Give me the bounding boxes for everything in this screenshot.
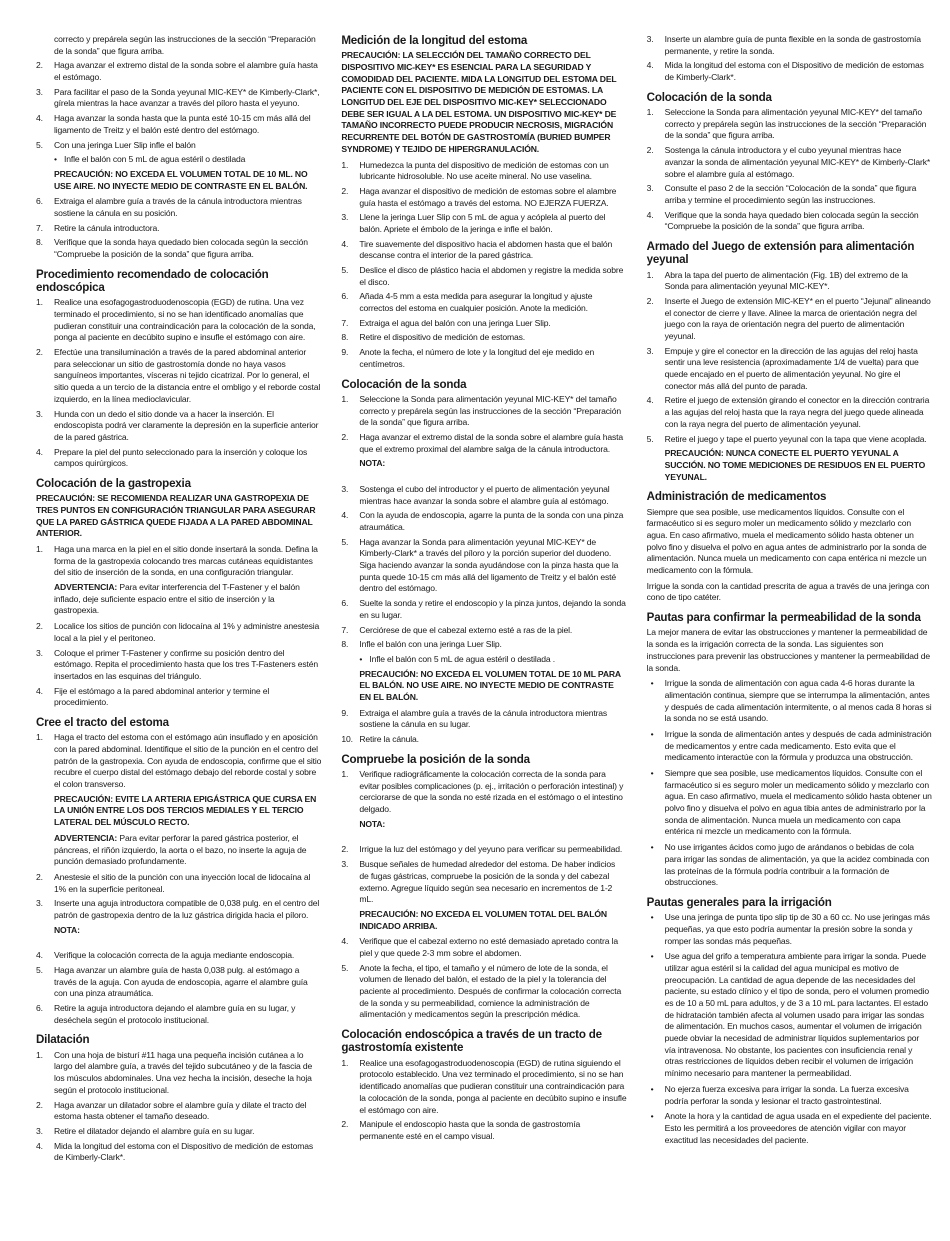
step-text: Verifique la colocación correcta de la aguja mediante endoscopia. — [54, 950, 295, 961]
caution-text: PRECAUCIÓN: LA SELECCIÓN DEL TAMAÑO CORRECTO DEL DISPOSITIVO MIC-KEY* ES ESENCIAL PARA LA SEGURIDAD Y COMODIDAD DEL PACIENTE. MIDA LA LONGITUD DEL ESTOMA DEL PACIENTE CON EL DISPOSITIVO DE MEDICIÓN DE ESTOMAS. LA LONGITUD DEL EJE DEL DISPOSITIVO MIC-KEY* SELECCIONADO DEBE SER IGUAL A LA DEL ESTOMA. UN DISPOSITIVO MIC-KEY* DE TAMAÑO INCORRECTO PUEDE PRODUCIR NECROSIS, MIGRACIÓN RECURRENTE DEL BOTÓN DE GASTROSTOMÍA (BURIED BUMPER SYNDROME) Y TEJIDO DE HIPERGRANULACIÓN. — [341, 50, 617, 154]
step-text: Verifique que la sonda haya quedado bien colocada según la sección “Compruebe la posición de la sonda” que figura arriba. — [664, 209, 919, 232]
step-text: Extraiga el alambre guía a través de la cánula introductora mientras sostiene la cánula en su lugar. — [359, 707, 608, 730]
list-item — [647, 1084, 932, 1107]
step-number: 8. — [36, 237, 43, 248]
list-item — [647, 768, 932, 838]
list-item — [647, 678, 932, 725]
step-text: Irrigue la luz del estómago y del yeyuno para verificar su permeabilidad. — [359, 844, 623, 855]
sub-bullet: • Infle el balón con 5 mL de agua estéril o destilada . — [359, 653, 556, 664]
list-item — [647, 951, 932, 1080]
step-number: 3. — [646, 34, 654, 44]
list-item — [36, 297, 321, 344]
step-list — [647, 34, 932, 84]
step-number: 5. — [36, 965, 43, 975]
step-number: 1. — [341, 1057, 349, 1068]
step-text: Mida la longitud del estoma con el Dispositivo de medición de estomas de Kimberly-Clark*. — [54, 1140, 314, 1163]
section-heading: Cree el tracto del estoma — [36, 715, 169, 729]
step-number: 3. — [36, 1125, 43, 1136]
bullet-text: Use agua del grifo a temperatura ambiente para irrigar la sonda. Puede utilizar agua estéril si la calidad del agua municipal es motivo de preocupación. La cantidad de agua depende de las necesidades del paciente, su estado clínico y el tipo de sonda, pero el volumen promedio es de 10 a 50 mL para adultos, y de 3 a 10 mL para lactantes. El estado de hidratación también afecta al volumen usado para irrigar las sondas de alimentación. En muchos casos, aumentar el volumen de irrigación puede obviar la necesidad de administrar líquidos suplementarios por vía intravenosa. No obstante, los pacientes con insuficiencia renal y otras restricciones de líquidos deben recibir el volumen de irrigación mínimo necesario para mantener la permeabilidad. — [664, 951, 930, 1079]
list-item — [647, 346, 932, 393]
step-number: 4. — [36, 685, 43, 696]
step-text: Retire el dilatador dejando el alambre guía en su lugar. — [54, 1125, 255, 1136]
list-item — [36, 621, 321, 644]
list-item — [36, 898, 321, 921]
step-number: 5. — [341, 962, 349, 973]
list-item — [341, 212, 626, 235]
step-text: Realice una esofagogastroduodenoscopia (EGD) de rutina siguiendo el protocolo establecido. Una vez terminado el procedimiento, si no se han identificado anomalías que pudieran constituir una contraindicación para la colocación de la sonda, ponga al paciente en decúbito supino e insufle el estómago con aire. — [359, 1057, 627, 1115]
step-list — [647, 270, 932, 446]
bullet-icon: • — [650, 678, 654, 689]
sub-bullet-text: Infle el balón con 5 mL de agua estéril o destilada — [64, 154, 246, 165]
bullet-text: No ejerza fuerza excesiva para irrigar la sonda. La fuerza excesiva podría perforar la sonda y lesionar el tracto gastrointestinal. — [664, 1083, 909, 1106]
step-list — [36, 950, 321, 1026]
section-heading: Administración de medicamentos — [646, 490, 827, 504]
step-list — [36, 872, 321, 922]
list-item — [647, 842, 932, 889]
step-text: Inserte un alambre guía de punta flexible en la sonda de gastrostomía permanente, y retire la sonda. — [664, 34, 921, 56]
step-number: 1. — [646, 107, 654, 118]
list-item — [647, 60, 932, 83]
section-heading: Colocación de la sonda — [646, 90, 772, 104]
step-text: Para facilitar el paso de la Sonda yeyunal MIC-KEY* de Kimberly-Clark*, gírela mientras la hace avanzar a través del píloro hasta el yeyuno. — [54, 86, 320, 109]
step-text: Realice una esofagogastroduodenoscopia (EGD) de rutina. Una vez terminado el procedimiento, si no se han identificado anomalías que pudieran constituir una contraindicación para la colocación de la sonda, ponga al paciente en decúbito supino e insufle el estómago con aire. — [54, 297, 316, 343]
list-item — [341, 844, 626, 856]
list-item — [36, 347, 321, 405]
bullet-text: Anote la hora y la cantidad de agua usada en el expediente del paciente. Esto les permitirá a los proveedores de atención vigilar con mayor exactitud las necesidades del paciente. — [664, 1111, 932, 1145]
list-item: 1. Haga el tracto del estoma con el estómago aún insuflado y en aposición con la pared abdominal. Identifique el sitio de la punción en el centro del patrón de la gastropexia. Con ayuda de endoscopia, confirme que el sitio recubre el cuerpo distal del estómago debajo del reborde costal y sobre el colon transverso. — [36, 732, 322, 790]
bullet-text: Siempre que sea posible, use medicamentos líquidos. Consulte con el farmacéutico si es seguro moler un medicamento sólido y mezclarlo con agua. En caso afirmativo, muela el medicamento sólido hasta obtener un polvo fino y disuelva el polvo en agua tibia antes de administrarlo por la sonda de alimentación. Nunca muela un medicamento con capa entérica ni mezcle un medicamento con la fórmula. — [664, 768, 932, 837]
step-text: Manipule el endoscopio hasta que la sonda de gastrostomía permanente esté en el campo visual. — [359, 1119, 581, 1141]
list-item — [36, 648, 321, 683]
section-heading: Procedimiento recomendado de colocación endoscópica — [36, 267, 269, 295]
step-text: Humedezca la punta del dispositivo de medición de estomas con un lubricante hidrosoluble. No use aceite mineral. No use vaselina. — [359, 159, 609, 182]
step-text: Retire la cánula. — [359, 734, 419, 745]
step-text: Deslice el disco de plástico hacia el abdomen y registre la medida sobre el disco. — [359, 265, 624, 287]
list-item — [341, 318, 626, 330]
step-list — [341, 1058, 626, 1143]
list-item — [36, 140, 321, 152]
step-text: Haga avanzar la sonda hasta que la punta esté 10-15 cm más allá del ligamento de Treitz y el balón esté dentro del estómago. — [54, 113, 311, 135]
list-item — [36, 237, 321, 260]
step-list — [341, 844, 626, 905]
section-heading: Medición de la longitud del estoma — [341, 34, 528, 47]
sub-bullet: • Infle el balón con 5 mL de agua estéril o destilada — [54, 154, 246, 165]
paragraph: Irrigue la sonda con la cantidad prescrita de agua a través de una jeringa con cono de tipo catéter. — [646, 580, 930, 603]
list-item — [647, 296, 932, 343]
list-item — [36, 447, 321, 470]
step-list — [36, 1050, 321, 1164]
bullet-icon: • — [650, 842, 654, 853]
step-number: 1. — [646, 269, 654, 280]
step-text: Retire la aguja introductora dejando el alambre guía en su lugar, y deséchela según el protocolo institucional. — [54, 1003, 296, 1025]
step-text: Con una hoja de bisturí #11 haga una pequeña incisión cutánea a lo largo del alambre guía, a través del tejido subcutáneo y de la fascia de los músculos abdominales. Una vez hecha la incisión, deseche la hoja según el protocolo institucional. — [54, 1049, 313, 1095]
step-text: Haga avanzar un alambre guía de hasta 0,038 pulg. al estómago a través de la aguja. Con ayuda de endoscopia, agarre el alambre guía con una pinza atraumática. — [54, 965, 308, 999]
list-item — [36, 686, 321, 709]
bullet-text: No use irrigantes ácidos como jugo de arándanos o bebidas de cola para irrigar las sondas de alimentación, ya que la acidez combinada con las proteínas de la fórmula podría contribuir a la formación de obstrucciones. — [664, 842, 930, 888]
list-item — [647, 34, 932, 57]
list-item — [647, 912, 932, 947]
list-item — [36, 87, 321, 110]
bullet-icon: • — [650, 1111, 654, 1122]
step-number: 2. — [36, 1099, 43, 1110]
list-item — [341, 484, 626, 507]
step-text: Llene la jeringa Luer Slip con 5 mL de agua y acóplela al puerto del balón. Apriete el émbolo de la jeringa e infle el balón. — [359, 212, 606, 234]
step-text: Extraiga el alambre guía a través de la cánula introductora mientras sostiene la cánula en su posición. — [54, 196, 302, 218]
warning-text — [36, 833, 321, 868]
step-number: 3. — [341, 859, 349, 870]
step-number: 2. — [646, 145, 654, 156]
note-label: NOTA: — [359, 458, 386, 469]
list-item — [36, 1100, 321, 1123]
step-number: 3. — [36, 86, 43, 97]
warning-label: ADVERTENCIA: — [54, 832, 118, 843]
step-text: Haga una marca en la piel en el sitio donde insertará la sonda. Defina la forma de la gastropexia colocando tres marcas cutáneas equidistantes del sitio de inserción de la sonda, en una configuración triangular. — [54, 544, 318, 578]
step-number: 4. — [341, 936, 349, 947]
step-text: Mida la longitud del estoma con el Dispositivo de medición de estomas de Kimberly-Clark*. — [664, 60, 924, 83]
paragraph: Siempre que sea posible, use medicamentos líquidos. Consulte con el farmacéutico si es seguro moler un medicamento sólido y mezclarlo con agua. En caso afirmativo, muela el medicamento sólido hasta obtener un polvo fino y disuelva el polvo en agua antes de administrarlo por la sonda de alimentación. Nunca muela un medicamento con capa entérica ni mezcle un medicamento con la fórmula. — [646, 506, 927, 576]
caution-text: PRECAUCIÓN: NO EXCEDA EL VOLUMEN TOTAL DE 10 ML. NO USE AIRE. NO INYECTE MEDIO DE CONTRASTE EN EL BALÓN. — [54, 168, 308, 191]
step-number: 2. — [341, 1119, 349, 1130]
step-number: 8. — [341, 332, 349, 343]
step-number: 4. — [646, 209, 654, 220]
step-number: 5. — [36, 139, 43, 150]
list-item — [647, 729, 932, 764]
step-text: Cerciórese de que el cabezal externo esté a ras de la piel. — [359, 624, 573, 635]
column-2 — [341, 34, 626, 1241]
list-item — [341, 1119, 626, 1142]
step-text: Abra la tapa del puerto de alimentación (Fig. 1B) del extremo de la Sonda para alimentación yeyunal MIC-KEY*. — [664, 269, 908, 292]
list-item — [36, 950, 321, 962]
step-text: Con la ayuda de endoscopia, agarre la punta de la sonda con una pinza atraumática. — [359, 510, 624, 533]
bullet-icon: • — [650, 728, 654, 739]
step-number: 4. — [36, 446, 43, 457]
step-text: Haga avanzar el extremo distal de la sonda sobre el alambre guía hasta que el extremo proximal del alambre salga de la cánula introductora. — [359, 431, 624, 454]
step-number: 3. — [341, 483, 349, 494]
list-item — [647, 210, 932, 233]
step-number: 9. — [341, 347, 349, 358]
step-text: Retire la cánula introductora. — [54, 222, 160, 233]
caution-text: PRECAUCIÓN: NO EXCEDA EL VOLUMEN TOTAL DEL BALÓN INDICADO ARRIBA. — [359, 908, 607, 931]
step-text: Hunda con un dedo el sitio donde va a hacer la inserción. El endoscopista podrá ver claramente la depresión en la superficie anterior de la pared gástrica. — [54, 408, 319, 442]
step-number: 3. — [646, 183, 654, 194]
warning-label: ADVERTENCIA: — [54, 582, 118, 593]
bullet-icon: • — [650, 1083, 654, 1094]
list-item — [36, 872, 321, 895]
step-list — [341, 708, 626, 746]
step-number: 5. — [341, 536, 349, 547]
list-item — [341, 639, 626, 651]
list-item — [341, 963, 626, 1021]
step-text: Empuje y gire el conector en la dirección de las agujas del reloj hasta sentir una leve resistencia (aproximadamente 1/4 de vuelta) para que quede encajado en el puerto de alimentación yeyunal. No gire el conector más allá del punto de parada. — [664, 345, 919, 391]
step-text: Inserte una aguja introductora compatible de 0,038 pulg. en el centro del patrón de gastropexia dentro de la luz gástrica dirigida hacia el píloro. — [54, 898, 320, 920]
step-number: 5. — [646, 433, 654, 444]
caution-text: PRECAUCIÓN: NO EXCEDA EL VOLUMEN TOTAL DE 10 ML PARA EL BALÓN. NO USE AIRE. NO INYECTE MEDIO DE CONTRASTE EN EL BALÓN. — [359, 668, 621, 702]
step-text: Infle el balón con una jeringa Luer Slip. — [359, 639, 502, 650]
list-item — [36, 113, 321, 136]
paragraph: La mejor manera de evitar las obstrucciones y mantener la permeabilidad de la sonda es la irrigación correcta de la sonda. Las siguientes son instrucciones para prevenir las obstrucciones y mantener la permeabilidad de la sonda. — [646, 627, 930, 673]
bullet-text: Use una jeringa de punta tipo slip tip de 30 a 60 cc. No use jeringas más pequeñas, ya que esto podría aumentar la presión sobre la sonda y romper las sondas más pequeñas. — [664, 912, 930, 946]
bullet-icon: • — [650, 768, 654, 779]
step-text: Retire el dispositivo de medición de estomas. — [359, 332, 526, 343]
list-item — [341, 598, 626, 621]
section-heading: Pautas para confirmar la permeabilidad de la sonda — [646, 611, 921, 625]
list-item — [341, 394, 626, 429]
section-heading: Colocación de la gastropexia — [36, 476, 191, 490]
list-item — [341, 347, 626, 370]
step-number: 2. — [341, 844, 349, 855]
list-item — [36, 965, 321, 1000]
list-item — [341, 510, 626, 533]
paragraph: correcto y prepárela según las instrucciones de la sección “Preparación de la sonda” que figura arriba. — [54, 34, 316, 56]
bullet-text: Irrigue la sonda de alimentación antes y después de cada administración de medicamentos y entre cada medicamento. Esto evita que el medicamento interactúe con la fórmula y produzca una obstrucción. — [664, 728, 932, 763]
step-number: 4. — [341, 510, 349, 521]
list-item — [36, 223, 321, 235]
caution-text: PRECAUCIÓN: SE RECOMIENDA REALIZAR UNA GASTROPEXIA DE TRES PUNTOS EN CONFIGURACIÓN TRIANGULAR PARA ASEGURAR QUE LA PARED GÁSTRICA QUEDE FIJADA A LA PARED ABDOMINAL ANTERIOR. — [36, 493, 316, 539]
step-number: 4. — [341, 238, 349, 249]
sub-bullet-text: Infle el balón con 5 mL de agua estéril o destilada . — [369, 653, 556, 664]
list-item — [36, 1003, 321, 1026]
step-text: Sostenga la cánula introductora y el cubo yeyunal mientras hace avanzar la sonda de alimentación yeyunal MIC-KEY* de Kimberly-Clark* sobre el alambre guía al estómago. — [664, 145, 931, 179]
list-item — [341, 859, 626, 906]
step-text: Extraiga el agua del balón con una jeringa Luer Slip. — [359, 317, 551, 328]
section-heading: Compruebe la posición de la sonda — [341, 752, 530, 766]
list-item — [341, 1058, 626, 1116]
step-number: 4. — [36, 113, 43, 124]
step-number: 6. — [341, 598, 349, 609]
section-heading: Dilatación — [36, 1033, 90, 1047]
list-item — [341, 432, 626, 455]
step-number: 2. — [36, 347, 43, 358]
note-label: NOTA: — [359, 818, 386, 829]
section-heading: Pautas generales para la irrigación — [646, 895, 832, 909]
step-list — [36, 621, 321, 709]
step-text: Consulte el paso 2 de la sección “Colocación de la sonda” que figura arriba y termine el procedimiento según las instrucciones. — [664, 183, 917, 205]
step-list — [36, 544, 321, 579]
step-list — [341, 160, 626, 371]
step-text: Verifique radiográficamente la colocación correcta de la sonda para evitar posibles complicaciones (p. ej., irritación o perforación intestinal) y cerciorarse de que la sonda no esté rizada en el estómago o el intestino delgado. — [359, 769, 624, 815]
list-item — [341, 291, 626, 314]
step-number: 4. — [36, 950, 43, 961]
list-item — [647, 183, 932, 206]
list-item — [341, 160, 626, 183]
bullet-icon: • — [650, 951, 654, 962]
step-number: 2. — [646, 295, 654, 306]
section-heading: Colocación endoscópica a través de un tracto de gastrostomía existente — [341, 1028, 602, 1055]
step-list — [341, 936, 626, 1021]
step-text: Haga avanzar el extremo distal de la sonda sobre el alambre guía hasta el estómago. — [54, 60, 318, 83]
step-number: 3. — [36, 898, 43, 909]
step-number: 7. — [341, 624, 349, 635]
step-number: 2. — [36, 871, 43, 882]
list-item — [341, 332, 626, 344]
list-item — [647, 1111, 932, 1146]
step-text: Tire suavemente del dispositivo hacia el abdomen hasta que el balón descanse contra el interior de la pared gástrica. — [359, 238, 613, 261]
step-text: Retire el juego de extensión girando el conector en la dirección contraria a las agujas del reloj hasta que la raya negra del juego quede alineada con la raya negra del puerto de alimentación yeyunal. — [664, 395, 930, 429]
list-item — [647, 145, 932, 180]
step-number: 4. — [646, 60, 654, 71]
list-item: 1. Verifique radiográficamente la colocación correcta de la sonda para evitar posibles complicaciones (p. ej., irritación o perforación intestinal) y cerciorarse de que la sonda no esté rizada en el estómago o el intestino delgado. — [341, 769, 626, 816]
step-text: Busque señales de humedad alrededor del estoma. De haber indicios de fugas gástricas, compruebe la posición de la sonda y del cabezal externo. Agregue líquido según sea necesario en incrementos de 1-2 mL. — [359, 859, 616, 905]
step-text: Verifique que la sonda haya quedado bien colocada según la sección “Compruebe la posición de la sonda” que figura arriba. — [54, 237, 308, 259]
column-3 — [647, 34, 932, 1241]
step-number: 6. — [341, 291, 349, 302]
bullet-list — [647, 912, 932, 1146]
step-number: 9. — [341, 707, 349, 718]
list-item — [36, 1141, 321, 1164]
step-number: 7. — [341, 317, 349, 328]
step-number: 1. — [36, 1049, 43, 1060]
section-heading: Armado del Juego de extensión para alimentación yeyunal — [646, 239, 915, 267]
step-text: Coloque el primer T-Fastener y confirme su posición dentro del estómago. Repita el procedimiento hasta que los tres T-Fasteners estén insertados en las esquinas del triángulo. — [54, 647, 319, 681]
list-item — [341, 537, 626, 595]
section-heading: Colocación de la sonda — [341, 377, 467, 391]
step-text: Inserte el Juego de extensión MIC-KEY* en el puerto “Jejunal” alineando el conector de cierre y llave. Alinee la marca de orientación negra del juego con la raya de orientación negra del puerto de alimentación yeyunal. — [664, 295, 931, 342]
step-number: 3. — [646, 345, 654, 356]
step-number: 4. — [646, 395, 654, 406]
list-item — [341, 734, 626, 746]
caution-text: PRECAUCIÓN: NUNCA CONECTE EL PUERTO YEYUNAL A SUCCIÓN. NO TOME MEDICIONES DE RESIDUOS EN EL PUERTO YEYUNAL. — [664, 448, 926, 482]
step-text: Seleccione la Sonda para alimentación yeyunal MIC-KEY* del tamaño correcto y prepárela según las instrucciones de la sección “Preparación de la sonda” que figura arriba. — [359, 393, 621, 428]
step-text: Con una jeringa Luer Slip infle el balón — [54, 139, 196, 150]
step-number: 1. — [36, 297, 43, 308]
warning-body: Para evitar interferencia del T-Fastener y el balón inflado, deje suficiente espacio entre el sitio de inserción y la gastropexia. — [54, 582, 300, 616]
step-list — [36, 732, 321, 790]
list-item — [36, 60, 321, 83]
step-text: Fije el estómago a la pared abdominal anterior y termine el procedimiento. — [54, 685, 270, 708]
list-item — [341, 708, 626, 731]
step-text: Haga avanzar la Sonda para alimentación yeyunal MIC-KEY* de Kimberly-Clark* a través del píloro y la porción superior del duodeno. Siga haciendo avanzar la sonda ayudándose con la pinza hasta que la punta quede 10-15 cm más allá del ligamento de Treitz y el balón esté dentro del estómago. — [359, 536, 619, 594]
bullet-list — [647, 678, 932, 889]
step-number: 8. — [341, 639, 349, 650]
step-number: 3. — [36, 647, 43, 658]
note-label: NOTA: — [54, 924, 80, 935]
step-number: 6. — [36, 1003, 43, 1014]
step-number: 2. — [341, 185, 349, 196]
list-item — [647, 395, 932, 430]
step-number: 3. — [36, 408, 43, 419]
step-number: 2. — [36, 621, 43, 632]
step-number: 10. — [341, 734, 353, 745]
step-text: Haga avanzar el dispositivo de medición de estomas sobre el alambre guía hasta el estómago a través del estoma. NO EJERZA FUERZA. — [359, 185, 617, 208]
bullet-icon: • — [650, 912, 654, 923]
step-number: 2. — [36, 60, 43, 71]
list-item — [647, 270, 932, 293]
step-text: Seleccione la Sonda para alimentación yeyunal MIC-KEY* del tamaño correcto y prepárela según las instrucciones de la sección “Preparación de la sonda” que figura arriba. — [664, 107, 927, 141]
step-text: Retire el juego y tape el puerto yeyunal con la tapa que viene acoplada. — [664, 433, 927, 444]
list-item — [36, 196, 321, 219]
bullet-text: Irrigue la sonda de alimentación con agua cada 4-6 horas durante la alimentación continua, siempre que se interrumpa la alimentación, antes y después de cada alimentación intermitente, o al menos cada 8 horas si la sonda no se está usando. — [664, 678, 932, 724]
warning-body: Para evitar perforar la pared gástrica posterior, el páncreas, el riñón izquierdo, la aorta o el bazo, no inserte la aguja de punción demasiado profundamente. — [54, 832, 307, 867]
step-text: Prepare la piel del punto seleccionado para la inserción y coloque los campos quirúrgicos. — [54, 446, 308, 469]
step-list — [36, 196, 321, 260]
step-list — [647, 107, 932, 233]
list-item — [36, 1126, 321, 1138]
step-number: 1. — [341, 393, 349, 404]
step-text: Anote la fecha, el número de lote y la longitud del eje medido en centímetros. — [359, 347, 595, 369]
list-item — [341, 265, 626, 288]
list-item — [341, 239, 626, 262]
caution-text: PRECAUCIÓN: EVITE LA ARTERIA EPIGÁSTRICA QUE CURSA EN LA UNIÓN ENTRE LOS DOS TERCIOS MEDIALES Y EL TERCIO LATERAL DEL MÚSCULO RECTO. — [54, 793, 317, 828]
step-text: Haga el tracto del estoma con el estómago aún insuflado y en aposición con la pared abdominal. Identifique el sitio de la punción en el centro del patrón de la gastropexia. Con ayuda de endoscopia, confirme que el sitio recubre el cuerpo distal del estómago debajo del reborde costal y sobre el colon transverso. — [54, 732, 322, 790]
step-text: Anestesie el sitio de la punción con una inyección local de lidocaína al 1% en la superficie peritoneal. — [54, 871, 311, 894]
step-number: 5. — [341, 265, 349, 276]
step-list — [341, 394, 626, 455]
step-number: 4. — [36, 1140, 43, 1151]
list-item — [36, 1050, 321, 1097]
step-text: Verifique que el cabezal externo no esté demasiado apretado contra la piel y que quede 2-3 mm sobre el abdomen. — [359, 936, 618, 958]
step-list — [341, 484, 626, 651]
step-text: Localice los sitios de punción con lidocaína al 1% y administre anestesia local a la piel y el peritoneo. — [54, 621, 320, 643]
list-item — [647, 434, 932, 446]
step-text: Añada 4-5 mm a esta medida para asegurar la longitud y ajuste correctos del estoma en cualquier posición. Anote la medición. — [359, 291, 593, 314]
step-text: Haga avanzar un dilatador sobre el alambre guía y dilate el tracto del estoma hasta obtener el tamaño deseado. — [54, 1099, 307, 1122]
step-number: 2. — [341, 431, 349, 442]
step-list — [341, 769, 626, 816]
list-item — [341, 936, 626, 959]
step-number: 6. — [36, 196, 43, 207]
step-list — [36, 297, 321, 470]
column-1 — [36, 34, 321, 1241]
list-item — [647, 107, 932, 142]
warning-text — [36, 582, 321, 617]
step-list — [36, 60, 321, 151]
list-item: 1. Haga una marca en la piel en el sitio donde insertará la sonda. Defina la forma de la gastropexia colocando tres marcas cutáneas equidistantes del sitio de inserción de la sonda, en una configuración triangular. — [36, 544, 321, 579]
list-item — [341, 186, 626, 209]
step-number: 7. — [36, 222, 43, 233]
step-text: Suelte la sonda y retire el endoscopio y la pinza juntos, dejando la sonda en su lugar. — [359, 598, 626, 620]
step-text: Efectúe una transiluminación a través de la pared abdominal anterior para seleccionar un sitio de gastrostomía donde no haya vasos sanguíneos importantes, vísceras ni tejido cicatrizal. Por lo general, el sitio queda a un tercio de la distancia entre el ombligo y el reborde costal izquierdo, en la línea medioclavicular. — [54, 347, 321, 404]
step-number: 3. — [341, 212, 349, 223]
step-text: Sostenga el cubo del introductor y el puerto de alimentación yeyunal mientras hace avanzar la sonda sobre el alambre guía al estómago. — [359, 483, 610, 506]
step-text: Anote la fecha, el tipo, el tamaño y el número de lote de la sonda, el volumen de llenado del balón, el estado de la piel y la tolerancia del paciente al procedimiento. Después de confirmar la colocación correcta de la sonda y su permeabilidad, comience la administración de alimentación y medicamentos según la prescripción médica. — [359, 962, 622, 1020]
list-item — [36, 409, 321, 444]
step-number: 1. — [341, 159, 349, 170]
list-item — [341, 625, 626, 637]
